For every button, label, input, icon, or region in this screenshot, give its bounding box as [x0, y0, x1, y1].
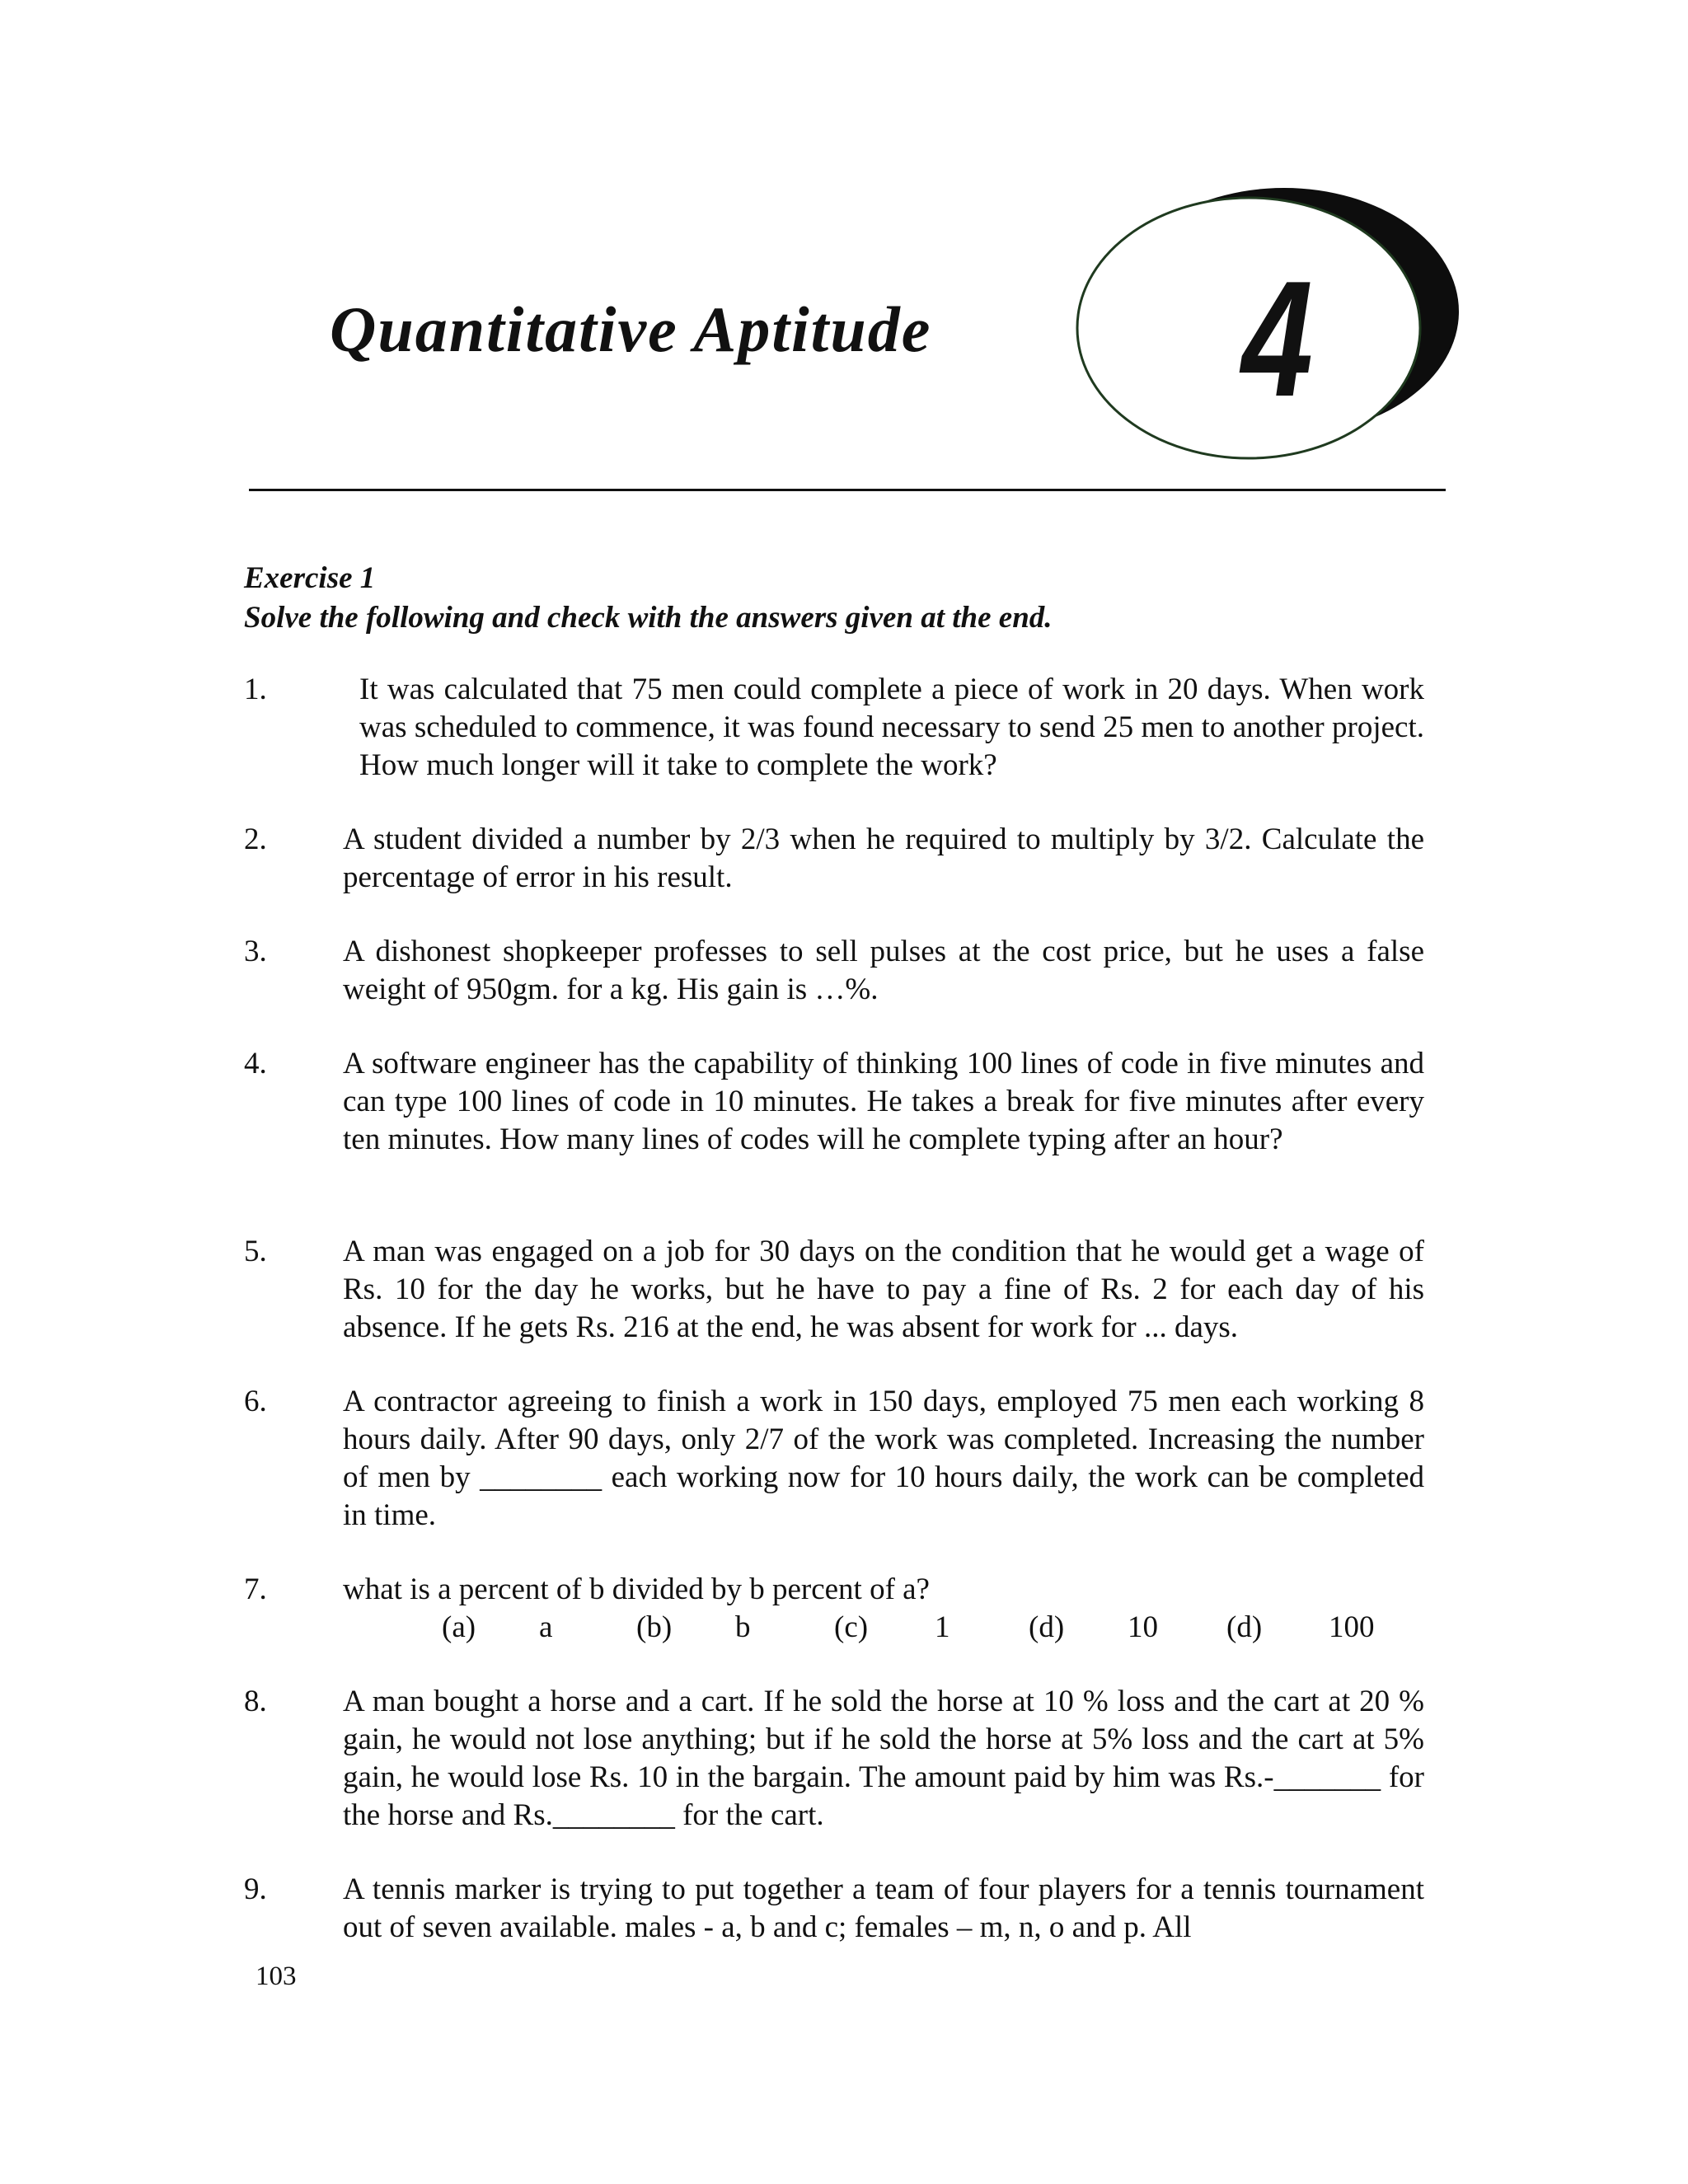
- question-text: what is a percent of b divided by b percent of a?: [343, 1572, 930, 1606]
- exercise-title: Exercise 1: [244, 561, 376, 595]
- answer-options: [442, 1609, 1480, 1647]
- chapter-title: Quantitative Aptitude: [330, 293, 932, 365]
- question-text: A man bought a horse and a cart. If he sold the horse at 10 % loss and the cart at 20 % gain, he would not lose anything; but if he sold the horse at 5% loss and the cart at 5% gain, he would lose Rs. 10 in the bargain. The amount paid by him was Rs.-_______ for the horse and Rs.________ for the cart.: [343, 1685, 1424, 1832]
- option-label: (a): [442, 1610, 476, 1644]
- question-text: A man was engaged on a job for 30 days on the condition that he would get a wage of Rs. 10 for the day he works, but he have to pay a fine of Rs. 2 for each day of his absence. If he gets Rs. 216 at the end, he was absent for work for ... days.: [343, 1235, 1424, 1344]
- question-text: A tennis marker is trying to put together a team of four players for a tennis tournament out of seven available. males - a, b and c; females – m, n, o and p. All: [343, 1872, 1424, 1944]
- question-number: 9.: [244, 1872, 267, 1906]
- question-text: A dishonest shopkeeper professes to sell pulses at the cost price, but he uses a false weight of 950gm. for a kg. His gain is …%.: [343, 935, 1424, 1006]
- page-number: 103: [256, 1961, 297, 1991]
- option-value: b: [735, 1610, 751, 1644]
- question-number: 3.: [244, 935, 267, 968]
- question-text: A student divided a number by 2/3 when he required to multiply by 3/2. Calculate the percentage of error in his result.: [343, 823, 1424, 894]
- exercise-instruction: Solve the following and check with the answers given at the end.: [244, 601, 1053, 635]
- option-label: (b): [636, 1610, 673, 1644]
- option-label: (d): [1226, 1610, 1263, 1644]
- question-number: 8.: [244, 1685, 267, 1718]
- chapter-number-badge: [1071, 173, 1467, 470]
- question-number: 1.: [244, 673, 267, 706]
- chapter-number: 4: [1241, 247, 1313, 432]
- option-value: 100: [1329, 1610, 1375, 1644]
- question-text: It was calculated that 75 men could complete a piece of work in 20 days. When work was scheduled to commence, it was found necessary to send 25 men to another project. How much longer will it take to complete the work?: [359, 673, 1424, 782]
- question-number: 4.: [244, 1047, 267, 1080]
- question-number: 6.: [244, 1385, 267, 1418]
- question-text: A software engineer has the capability of thinking 100 lines of code in five minutes and can type 100 lines of code in 10 minutes. He takes a break for five minutes after every ten minutes. How many lines of codes will he complete typing after an hour?: [343, 1047, 1424, 1156]
- option-label: (c): [834, 1610, 869, 1644]
- option-value: 1: [935, 1610, 950, 1644]
- question-text: A contractor agreeing to finish a work in 150 days, employed 75 men each working 8 hours daily. After 90 days, only 2/7 of the work was completed. Increasing the number of men by ________ each working now for 10 hours daily, the work can be completed in time.: [343, 1385, 1424, 1532]
- option-label: (d): [1029, 1610, 1065, 1644]
- question-number: 7.: [244, 1572, 267, 1606]
- question-number: 5.: [244, 1235, 267, 1268]
- header-rule: [249, 489, 1446, 491]
- exercise-heading: [244, 559, 1053, 638]
- question-number: 2.: [244, 823, 267, 856]
- option-value: 10: [1128, 1610, 1158, 1644]
- option-value: a: [539, 1610, 553, 1644]
